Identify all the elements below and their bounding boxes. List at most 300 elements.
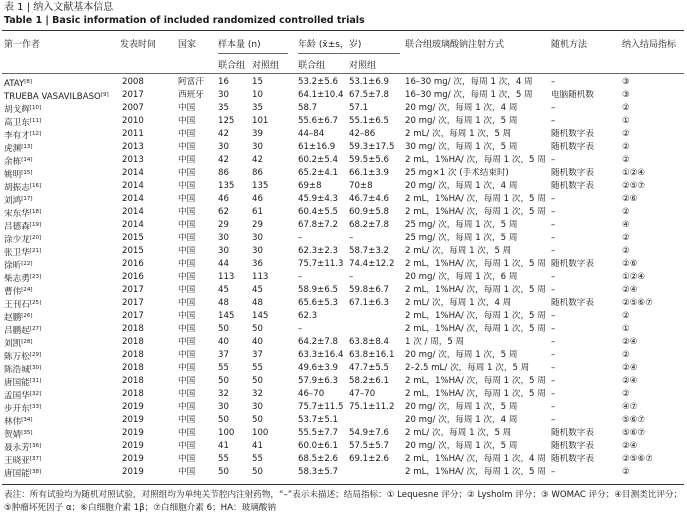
table-row [0, 467, 687, 478]
table-row [0, 337, 687, 348]
year-cell: 2018 [122, 350, 144, 360]
sample-control-cell: 86 [252, 168, 263, 178]
injection-cell: 16–30 mg/ 次，每周 1 次，5 周 [405, 90, 533, 100]
age-combined-cell: – [298, 324, 303, 334]
random-method-cell: 随机数字表 [551, 298, 594, 308]
country-cell: 中国 [178, 337, 196, 347]
reference-number: [27] [29, 326, 42, 332]
age-control-cell: 42–86 [349, 129, 376, 139]
author-name: 贺婧 [4, 430, 22, 440]
year-cell: 2014 [122, 207, 144, 217]
sample-control-cell: 50 [252, 415, 263, 425]
age-combined-cell: 44–84 [298, 129, 325, 139]
age-control-cell: 68.2±7.8 [349, 220, 390, 230]
year-cell: 2011 [122, 129, 144, 139]
author-name: 赵鹏 [4, 313, 22, 323]
outcome-cell: ①②④ [622, 168, 646, 178]
author-name: 姚明 [4, 170, 22, 180]
country-cell: 中国 [178, 207, 196, 217]
year-cell: 2017 [122, 90, 144, 100]
year-cell: 2019 [122, 428, 144, 438]
outcome-cell: ① [622, 116, 630, 126]
author-name: 高卫东 [4, 118, 30, 128]
sample-combined-cell: 45 [218, 285, 229, 295]
reference-number: [36] [29, 443, 42, 449]
injection-cell: 20 mg/ 次，每周 1 次，4 周 [405, 415, 518, 425]
table-title-en: Table 1 | Basic information of included randomized controlled trials [4, 15, 365, 26]
author-name: 胡振志 [4, 183, 30, 193]
reference-number: [19] [29, 222, 42, 228]
author-cell [4, 337, 116, 350]
sample-combined-cell: 37 [218, 350, 229, 360]
random-method-cell: – [551, 246, 556, 256]
table-row [0, 207, 687, 218]
author-name: 吕德森 [4, 222, 30, 232]
injection-cell: 2 mL，1%HA/ 次，每周 1 次，5 周 [405, 285, 546, 295]
table-row [0, 142, 687, 153]
table-row [0, 168, 687, 179]
injection-cell: 20 mg/ 次，每周 1 次，5 周 [405, 441, 518, 451]
injection-cell: 2 mL，1%HA/ 次，每周 1 次，5 周 [405, 259, 546, 269]
sample-combined-cell: 30 [218, 246, 229, 256]
age-control-cell: 53.1±6.9 [349, 77, 390, 87]
random-method-cell: – [551, 467, 556, 477]
random-method-cell: 随机数字表 [551, 454, 594, 464]
table-row [0, 376, 687, 387]
outcome-cell: ② [622, 155, 630, 165]
outcome-cell: ②④ [622, 337, 638, 347]
injection-cell: 2 mL/ 次，每周 1 次，4 周 [405, 298, 512, 308]
sample-control-cell: 50 [252, 376, 263, 386]
sample-control-cell: 55 [252, 363, 263, 373]
random-method-cell: 随机数字表 [551, 441, 594, 451]
sample-combined-cell: 145 [218, 311, 235, 321]
age-control-cell: 60.9±5.8 [349, 207, 390, 217]
random-method-cell: – [551, 389, 556, 399]
country-cell: 中国 [178, 259, 196, 269]
author-cell [4, 363, 116, 376]
random-method-cell: – [551, 285, 556, 295]
author-name: 聂永芳 [4, 443, 30, 453]
country-cell: 中国 [178, 350, 196, 360]
year-cell: 2019 [122, 467, 144, 477]
age-combined-cell: 60.0±6.1 [298, 441, 339, 451]
injection-cell: 2 mL，1%HA/ 次，每周 1 次，5 周 [405, 155, 546, 165]
country-cell: 中国 [178, 428, 196, 438]
injection-cell: 30 mg/ 次，每周 1 次，5 周 [405, 142, 518, 152]
age-combined-cell: 75.7±11.3 [298, 259, 344, 269]
sample-combined-cell: 42 [218, 155, 229, 165]
country-cell: 中国 [178, 246, 196, 256]
year-cell: 2014 [122, 181, 144, 191]
table-row [0, 129, 687, 140]
country-cell: 中国 [178, 168, 196, 178]
sample-combined-cell: 42 [218, 129, 229, 139]
outcome-cell: ②④ [622, 441, 638, 451]
reference-number: [12] [29, 131, 42, 137]
year-cell: 2018 [122, 376, 144, 386]
outcome-cell: ②⑤⑥⑦ [622, 454, 653, 464]
author-name: 王刊石 [4, 300, 30, 310]
sample-control-cell: 48 [252, 298, 263, 308]
outcome-cell: ② [622, 142, 630, 152]
random-method-cell: – [551, 324, 556, 334]
injection-cell: 20 mg/ 次，每周 1 次，5 周 [405, 350, 518, 360]
age-combined-cell: 63.3±16.4 [298, 350, 344, 360]
country-cell: 中国 [178, 415, 196, 425]
reference-number: [23] [29, 274, 42, 280]
random-method-cell: – [551, 155, 556, 165]
sample-control-cell: 36 [252, 259, 263, 269]
random-method-cell: – [551, 77, 556, 87]
outcome-cell: ③ [622, 77, 630, 87]
age-control-cell: 47–70 [349, 389, 376, 399]
random-method-cell: – [551, 363, 556, 373]
random-method-cell: – [551, 350, 556, 360]
sample-combined-cell: 41 [218, 441, 229, 451]
country-cell: 中国 [178, 129, 196, 139]
reference-number: [29] [29, 352, 42, 358]
sample-combined-cell: 125 [218, 116, 235, 126]
sample-combined-cell: 40 [218, 337, 229, 347]
age-control-cell: 70±8 [349, 181, 373, 191]
year-cell: 2018 [122, 337, 144, 347]
injection-cell: 25 mg/ 次，每周 1 次，5 周 [405, 220, 518, 230]
header-injection: 联合组玻璃酸钠注射方式 [405, 40, 505, 50]
age-control-cell: 59.5±5.6 [349, 155, 390, 165]
author-name: 张卫华 [4, 248, 30, 258]
reference-number: [13] [21, 144, 33, 150]
outcome-cell: ② [622, 129, 630, 139]
random-method-cell: – [551, 376, 556, 386]
outcome-cell: ③ [622, 90, 630, 100]
author-cell [4, 415, 116, 428]
table-row [0, 194, 687, 205]
age-combined-cell: 53.7±5.1 [298, 415, 339, 425]
age-sub-rule [298, 53, 400, 54]
sample-combined-cell: 30 [218, 142, 229, 152]
reference-number: [18] [29, 209, 42, 215]
country-cell: 中国 [178, 363, 196, 373]
sample-combined-cell: 30 [218, 90, 229, 100]
year-cell: 2007 [122, 103, 144, 113]
outcome-cell: ②⑥ [622, 259, 638, 269]
author-cell [4, 155, 116, 168]
table-row [0, 259, 687, 270]
outcome-cell: ② [622, 233, 630, 243]
year-cell: 2019 [122, 415, 144, 425]
country-cell: 中国 [178, 441, 196, 451]
sample-combined-cell: 30 [218, 233, 229, 243]
author-name: 虎渊 [4, 144, 22, 154]
header-year: 发表时间 [120, 40, 157, 50]
table-row [0, 272, 687, 283]
author-name: 徐昕 [4, 261, 22, 271]
injection-cell: 2 mL，1%HA/ 次，每周 1 次，5 周 [405, 194, 546, 204]
year-cell: 2015 [122, 246, 144, 256]
outcome-cell: ② [622, 389, 630, 399]
random-method-cell: 随机数字表 [551, 129, 594, 139]
reference-number: [25] [29, 300, 42, 306]
author-name: 涂少龙 [4, 235, 30, 245]
injection-cell: 20 mg/ 次，每周 1 次，6 周 [405, 272, 518, 282]
year-cell: 2010 [122, 116, 144, 126]
sample-control-cell: 37 [252, 350, 263, 360]
country-cell: 中国 [178, 454, 196, 464]
sample-control-cell: 145 [252, 311, 269, 321]
outcome-cell: ② [622, 467, 630, 477]
age-combined-cell: 62.3 [298, 311, 318, 321]
outcome-cell: ②⑤⑥⑦ [622, 298, 653, 308]
country-cell: 中国 [178, 233, 196, 243]
age-combined-cell: 67.8±7.2 [298, 220, 339, 230]
author-name: 余栋 [4, 157, 22, 167]
table-row [0, 298, 687, 309]
author-name: 唐国能 [4, 378, 30, 388]
reference-number: [17] [21, 196, 33, 202]
table-row [0, 220, 687, 231]
year-cell: 2016 [122, 259, 144, 269]
header-sample-combined: 联合组 [218, 61, 246, 71]
year-cell: 2018 [122, 363, 144, 373]
random-method-cell: 随机数字表 [551, 181, 594, 191]
injection-cell: 20 mg/ 次，每周 1 次，4 周 [405, 103, 518, 113]
reference-number: [38] [29, 469, 42, 475]
injection-cell: 2 mL，1%HA/ 次，每周 1 次，5 周 [405, 376, 546, 386]
reference-number: [31] [29, 378, 42, 384]
country-cell: 中国 [178, 103, 196, 113]
reference-number: [11] [29, 118, 42, 124]
reference-number: [9] [100, 92, 109, 98]
table-row [0, 311, 687, 322]
outcome-cell: ②⑤⑦ [622, 181, 646, 191]
age-combined-cell: 69±8 [298, 181, 322, 191]
author-cell [4, 467, 116, 480]
reference-number: [10] [29, 105, 42, 111]
age-control-cell: 58.2±6.1 [349, 376, 390, 386]
reference-number: [16] [29, 183, 42, 189]
sample-control-cell: 113 [252, 272, 269, 282]
age-combined-cell: 46–70 [298, 389, 325, 399]
sample-combined-cell: 50 [218, 376, 229, 386]
sample-combined-cell: 16 [218, 77, 229, 87]
age-combined-cell: 57.9±6.3 [298, 376, 339, 386]
country-cell: 中国 [178, 285, 196, 295]
author-cell [4, 454, 116, 467]
sample-control-cell: 30 [252, 402, 263, 412]
author-name: 刘鸿 [4, 196, 22, 206]
age-combined-cell: 60.4±5.5 [298, 207, 339, 217]
top-rule [2, 30, 684, 31]
year-cell: 2014 [122, 220, 144, 230]
table-row [0, 246, 687, 257]
age-combined-cell: 58.3±5.7 [298, 467, 339, 477]
injection-cell: 2 mL/ 次，每周 1 次，5 周 [405, 129, 512, 139]
sample-control-cell: 30 [252, 142, 263, 152]
reference-number: [34] [21, 417, 33, 423]
reference-number: [32] [29, 391, 42, 397]
year-cell: 2017 [122, 311, 144, 321]
author-name: 林伟 [4, 417, 22, 427]
age-combined-cell: – [298, 233, 303, 243]
age-control-cell: 57.5±5.7 [349, 441, 390, 451]
injection-cell: 1 次 / 周，5 周 [405, 337, 465, 347]
table-row [0, 389, 687, 400]
sample-combined-cell: 55 [218, 454, 229, 464]
age-control-cell: 69.1±2.6 [349, 454, 390, 464]
random-method-cell: 随机数字表 [551, 259, 594, 269]
random-method-cell: 电脑随机数 [551, 90, 594, 100]
table-row [0, 324, 687, 335]
sample-control-cell: 30 [252, 246, 263, 256]
author-cell [4, 116, 116, 129]
sample-control-cell: 39 [252, 129, 263, 139]
year-cell: 2015 [122, 233, 144, 243]
author-cell [4, 402, 116, 415]
table-row [0, 155, 687, 166]
random-method-cell: 随机数字表 [551, 428, 594, 438]
year-cell: 2008 [122, 77, 144, 87]
year-cell: 2017 [122, 285, 144, 295]
author-name: ATAY [4, 79, 25, 89]
sample-control-cell: 40 [252, 337, 263, 347]
outcome-cell: ① [622, 324, 630, 334]
table-row [0, 415, 687, 426]
author-cell [4, 285, 116, 298]
random-method-cell: – [551, 233, 556, 243]
author-cell [4, 324, 116, 337]
outcome-cell: ②④ [622, 363, 638, 373]
author-cell [4, 233, 116, 246]
sample-control-cell: 55 [252, 454, 263, 464]
outcome-cell: ② [622, 246, 630, 256]
injection-cell: 2–2.5 mL/ 次，每周 1 次，5 周 [405, 363, 530, 373]
table-row [0, 350, 687, 361]
year-cell: 2019 [122, 402, 144, 412]
sample-combined-cell: 44 [218, 259, 229, 269]
reference-number: [26] [21, 313, 33, 319]
random-method-cell: – [551, 272, 556, 282]
author-cell [4, 259, 116, 272]
country-cell: 中国 [178, 467, 196, 477]
table-row [0, 233, 687, 244]
outcome-cell: ②⑥ [622, 194, 638, 204]
sample-control-cell: 61 [252, 207, 263, 217]
year-cell: 2013 [122, 155, 144, 165]
outcome-cell: ④⑦ [622, 402, 638, 412]
author-cell [4, 181, 116, 194]
reference-number: [21] [29, 248, 42, 254]
sample-combined-cell: 62 [218, 207, 229, 217]
random-method-cell: 随机数字表 [551, 168, 594, 178]
reference-number: [15] [21, 170, 33, 176]
author-cell [4, 129, 116, 142]
table-row [0, 441, 687, 452]
injection-cell: 20 mg/ 次，每周 1 次，5 周 [405, 116, 518, 126]
author-cell [4, 168, 116, 181]
age-control-cell: 59.3±17.5 [349, 142, 395, 152]
header-age-control: 对照组 [349, 61, 377, 71]
age-control-cell: 47.7±5.5 [349, 363, 390, 373]
age-control-cell: 63.8±16.1 [349, 350, 395, 360]
outcome-cell: ② [622, 207, 630, 217]
header-outcome: 纳入结局指标 [622, 40, 677, 50]
sample-combined-cell: 50 [218, 467, 229, 477]
random-method-cell: – [551, 207, 556, 217]
outcome-cell: ①②④ [622, 272, 646, 282]
injection-cell: 2 mL/ 次，每周 1 次，5 周 [405, 246, 512, 256]
country-cell: 中国 [178, 311, 196, 321]
sample-control-cell: 15 [252, 77, 263, 87]
age-combined-cell: 64.1±10.4 [298, 90, 344, 100]
table-row [0, 77, 687, 88]
age-combined-cell: 53.2±5.6 [298, 77, 339, 87]
sample-control-cell: 50 [252, 467, 263, 477]
age-combined-cell: 55.5±7.7 [298, 428, 339, 438]
age-combined-cell: 55.6±6.7 [298, 116, 339, 126]
outcome-cell: ② [622, 103, 630, 113]
age-control-cell: 63.8±8.4 [349, 337, 390, 347]
author-name: 孟国华 [4, 391, 30, 401]
sample-combined-cell: 55 [218, 363, 229, 373]
table-title-cn: 表 1 | 纳入文献基本信息 [4, 2, 114, 13]
injection-cell: 25 mg/ 次，每周 1 次，5 周 [405, 233, 518, 243]
country-cell: 中国 [178, 181, 196, 191]
outcome-cell: ② [622, 350, 630, 360]
injection-cell: 2 mL，1%HA/ 次，每周 1 次，5 周 [405, 389, 546, 399]
country-cell: 中国 [178, 142, 196, 152]
year-cell: 2016 [122, 272, 144, 282]
sample-combined-cell: 32 [218, 389, 229, 399]
country-cell: 中国 [178, 402, 196, 412]
sample-control-cell: 50 [252, 324, 263, 334]
outcome-cell: ⑤⑥⑦ [622, 428, 646, 438]
sample-control-cell: 135 [252, 181, 269, 191]
author-name: 宋东华 [4, 209, 30, 219]
injection-cell: 2 mL，1%HA/ 次，每周 1 次，5 周 [405, 311, 546, 321]
author-cell [4, 272, 116, 285]
age-combined-cell: 75.7±11.5 [298, 402, 344, 412]
author-cell [4, 207, 116, 220]
age-combined-cell: 61±16.9 [298, 142, 336, 152]
table-row [0, 181, 687, 192]
bottom-rule [2, 484, 684, 485]
random-method-cell: – [551, 402, 556, 412]
table-row [0, 116, 687, 127]
reference-number: [24] [21, 287, 33, 293]
author-cell [4, 441, 116, 454]
reference-number: [8] [24, 79, 33, 85]
age-combined-cell: 45.9±4.3 [298, 194, 339, 204]
random-method-cell: – [551, 220, 556, 230]
header-bottom-rule [2, 73, 684, 74]
reference-number: [33] [29, 404, 42, 410]
author-name: 李有才 [4, 131, 30, 141]
sample-combined-cell: 46 [218, 194, 229, 204]
injection-cell: 2 mL，1%HA/ 次，每周 1 次，5 周 [405, 467, 546, 477]
age-combined-cell: 60.2±5.4 [298, 155, 339, 165]
header-country: 国家 [178, 40, 197, 50]
author-name: 胡戈辉 [4, 105, 30, 115]
table-row [0, 285, 687, 296]
author-name: 王晓亚 [4, 456, 30, 466]
outcome-cell: ⑤⑥⑦ [622, 415, 646, 425]
sample-control-cell: 30 [252, 233, 263, 243]
reference-number: [20] [29, 235, 42, 241]
sample-combined-cell: 48 [218, 298, 229, 308]
reference-number: [28] [21, 339, 33, 345]
injection-cell: 2 mL，1%HA/ 次，每周 1 次，4 周 [405, 454, 546, 464]
